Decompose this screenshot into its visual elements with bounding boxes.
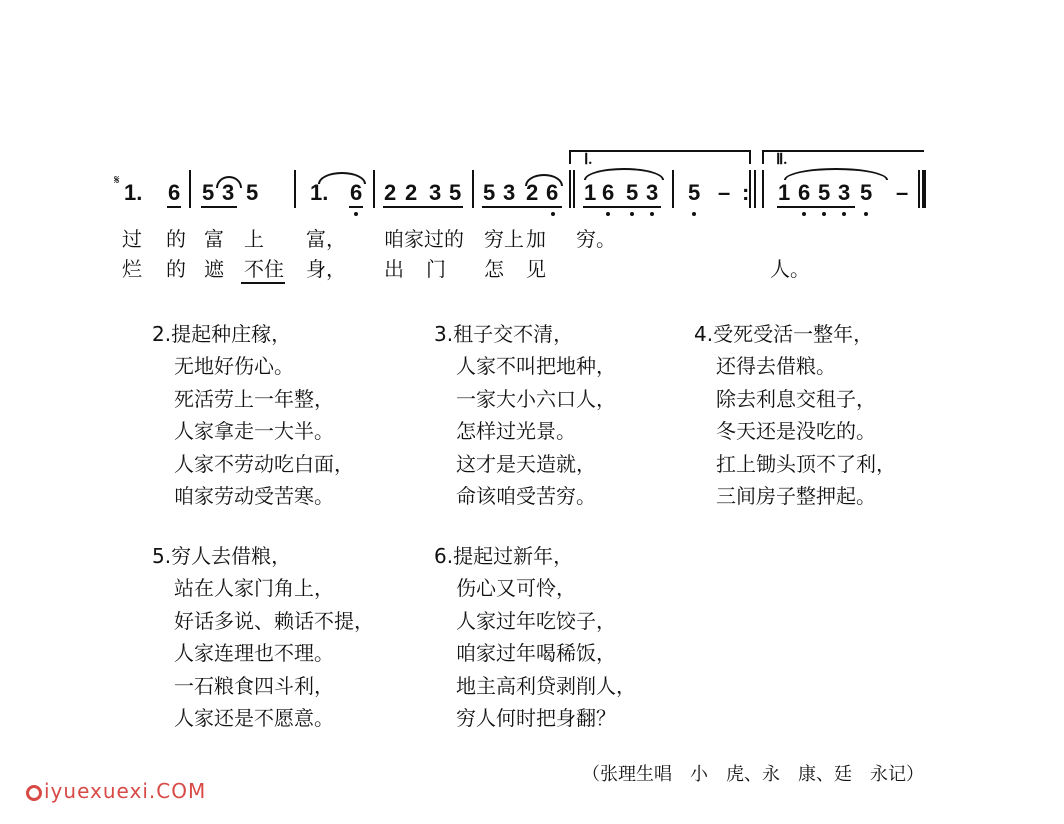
note: 5 — [202, 180, 215, 205]
low-dot — [551, 212, 555, 216]
lyric-syllable: 穷 — [484, 227, 504, 251]
barline — [373, 170, 375, 208]
beam — [349, 206, 363, 208]
lyric-syllable: 人。 — [770, 257, 810, 281]
barline — [294, 170, 296, 208]
note: 3 — [646, 180, 659, 205]
verse-line: 6.提起过新年， — [434, 544, 574, 568]
beam — [482, 206, 562, 208]
note: 1. — [310, 180, 329, 205]
verse-3 — [434, 318, 616, 512]
verse-line: 3.租子交不清， — [434, 322, 574, 346]
note: 1. — [124, 180, 143, 205]
verse-line: 地主高利贷剥削人， — [456, 673, 636, 698]
volta-2-label: Ⅱ. — [776, 152, 788, 168]
barline — [672, 170, 674, 208]
performer-credit: （张理生唱 小 虎、永 康、廷 永记） — [582, 764, 924, 785]
lyric-syllable: 咱家过的 — [384, 227, 464, 251]
volta-bracket — [569, 150, 751, 152]
lyric-syllable: 遮 — [204, 257, 224, 281]
note: 5 — [860, 180, 873, 205]
verse-line: 人家不叫把地种， — [456, 354, 616, 379]
low-dot — [354, 212, 358, 216]
beam — [583, 206, 661, 208]
verse-4 — [694, 318, 896, 512]
watermark-logo-icon — [26, 785, 42, 801]
note: 6 — [602, 180, 615, 205]
lyric-syllable: 不住 — [244, 257, 284, 281]
repeat-barline — [754, 170, 756, 208]
low-dot — [630, 212, 634, 216]
volta-bracket — [749, 150, 751, 164]
verse-5 — [152, 540, 374, 734]
verse-line: 4.受死受活一整年， — [694, 322, 874, 346]
beam — [777, 206, 855, 208]
barline — [569, 170, 571, 208]
note: – — [718, 180, 731, 205]
verse-line: 人家连理也不理。 — [174, 641, 334, 666]
low-dot — [650, 212, 654, 216]
note: 3 — [838, 180, 851, 205]
notation-score — [0, 0, 1064, 230]
lyric-syllable: 见 — [526, 257, 546, 281]
beam — [383, 206, 463, 208]
final-barline — [918, 170, 920, 208]
barline — [189, 170, 191, 208]
verse-line: 伤心又可怜， — [456, 576, 576, 601]
verse-line: 无地好伤心。 — [174, 354, 294, 379]
volta-1-label: Ⅰ. — [584, 152, 593, 168]
note: 5 — [688, 180, 701, 205]
verse-2 — [152, 318, 354, 512]
note: 2 — [526, 180, 539, 205]
low-dot — [822, 212, 826, 216]
verse-line: 一石粮食四斗利， — [174, 673, 334, 698]
verse-line: 咱家劳动受苦寒。 — [174, 484, 334, 509]
note: 5 — [449, 180, 462, 205]
note: 6 — [798, 180, 811, 205]
lyric-syllable: 富 — [204, 227, 224, 251]
verse-line: 这才是天造就， — [456, 451, 596, 476]
lyric-syllable: 的 — [166, 227, 186, 251]
lyric-syllable: 烂 — [122, 257, 142, 281]
lyric-syllable: 门 — [426, 257, 446, 281]
verse-line: 怎样过光景。 — [456, 419, 576, 444]
note: 6 — [350, 180, 363, 205]
verse-line: 扛上锄头顶不了利， — [716, 451, 896, 476]
note: – — [896, 180, 909, 205]
repeat-barline — [749, 170, 751, 208]
lyric-syllable: 上 — [504, 227, 524, 251]
volta-bracket — [569, 150, 571, 164]
lyric-syllable: 出 — [384, 257, 404, 281]
verse-line: 冬天还是没吃的。 — [716, 419, 876, 444]
verse-line: 咱家过年喝稀饭， — [456, 641, 616, 666]
note: 6 — [168, 180, 181, 205]
note: 3 — [429, 180, 442, 205]
note: 5 — [483, 180, 496, 205]
final-barline — [922, 170, 926, 208]
lyric-syllable: 上 — [244, 227, 264, 251]
note: 1 — [778, 180, 791, 205]
note: 5 — [626, 180, 639, 205]
verse-line: 三间房子整押起。 — [716, 484, 876, 509]
note: 2 — [384, 180, 397, 205]
lyric-syllable: 加 — [526, 227, 546, 251]
note: 1 — [584, 180, 597, 205]
verse-line: 人家还是不愿意。 — [174, 706, 334, 731]
lyric-syllable: 富， — [306, 227, 346, 251]
segno-sign: 𝄋 — [114, 172, 120, 187]
beam — [167, 206, 181, 208]
lyric-syllable: 怎 — [484, 257, 504, 281]
beam — [201, 206, 237, 208]
note: 5 — [818, 180, 831, 205]
verse-line: 还得去借粮。 — [716, 354, 836, 379]
note: 5 — [246, 180, 259, 205]
verse-line: 站在人家门角上， — [174, 576, 334, 601]
verse-line: 5.穷人去借粮， — [152, 544, 292, 568]
verse-6 — [434, 540, 636, 734]
barline — [573, 170, 575, 208]
barline — [762, 170, 764, 208]
barline — [472, 170, 474, 208]
verse-line: 人家过年吃饺子， — [456, 608, 616, 633]
slur — [784, 168, 888, 180]
low-dot — [864, 212, 868, 216]
verse-line: 命该咱受苦穷。 — [456, 484, 596, 509]
lyric-syllable: 穷。 — [576, 227, 616, 251]
note: 3 — [503, 180, 516, 205]
low-dot — [692, 212, 696, 216]
verse-line: 一家大小六口人， — [456, 386, 616, 411]
low-dot — [842, 212, 846, 216]
site-watermark — [26, 779, 206, 803]
watermark-text: iyuexuexi.COM — [44, 779, 207, 803]
verse-line: 人家不劳动吃白面， — [174, 451, 354, 476]
verse-line: 2.提起种庄稼， — [152, 322, 292, 346]
melisma-underline — [241, 282, 285, 284]
verse-line: 好话多说、赖话不提， — [174, 608, 374, 633]
note: 3 — [222, 180, 235, 205]
verse-line: 死活劳上一年整， — [174, 386, 334, 411]
volta-bracket — [762, 150, 764, 164]
low-dot — [802, 212, 806, 216]
verse-line: 人家拿走一大半。 — [174, 419, 334, 444]
lyric-syllable: 身， — [306, 257, 346, 281]
repeat-dots: : — [742, 180, 750, 205]
note: 6 — [546, 180, 559, 205]
lyric-syllable: 的 — [166, 257, 186, 281]
verse-line: 穷人何时把身翻？ — [456, 706, 616, 731]
note: 2 — [405, 180, 418, 205]
lyric-syllable: 过 — [122, 227, 142, 251]
slur — [584, 168, 664, 180]
verse-line: 除去利息交租子， — [716, 386, 876, 411]
low-dot — [606, 212, 610, 216]
